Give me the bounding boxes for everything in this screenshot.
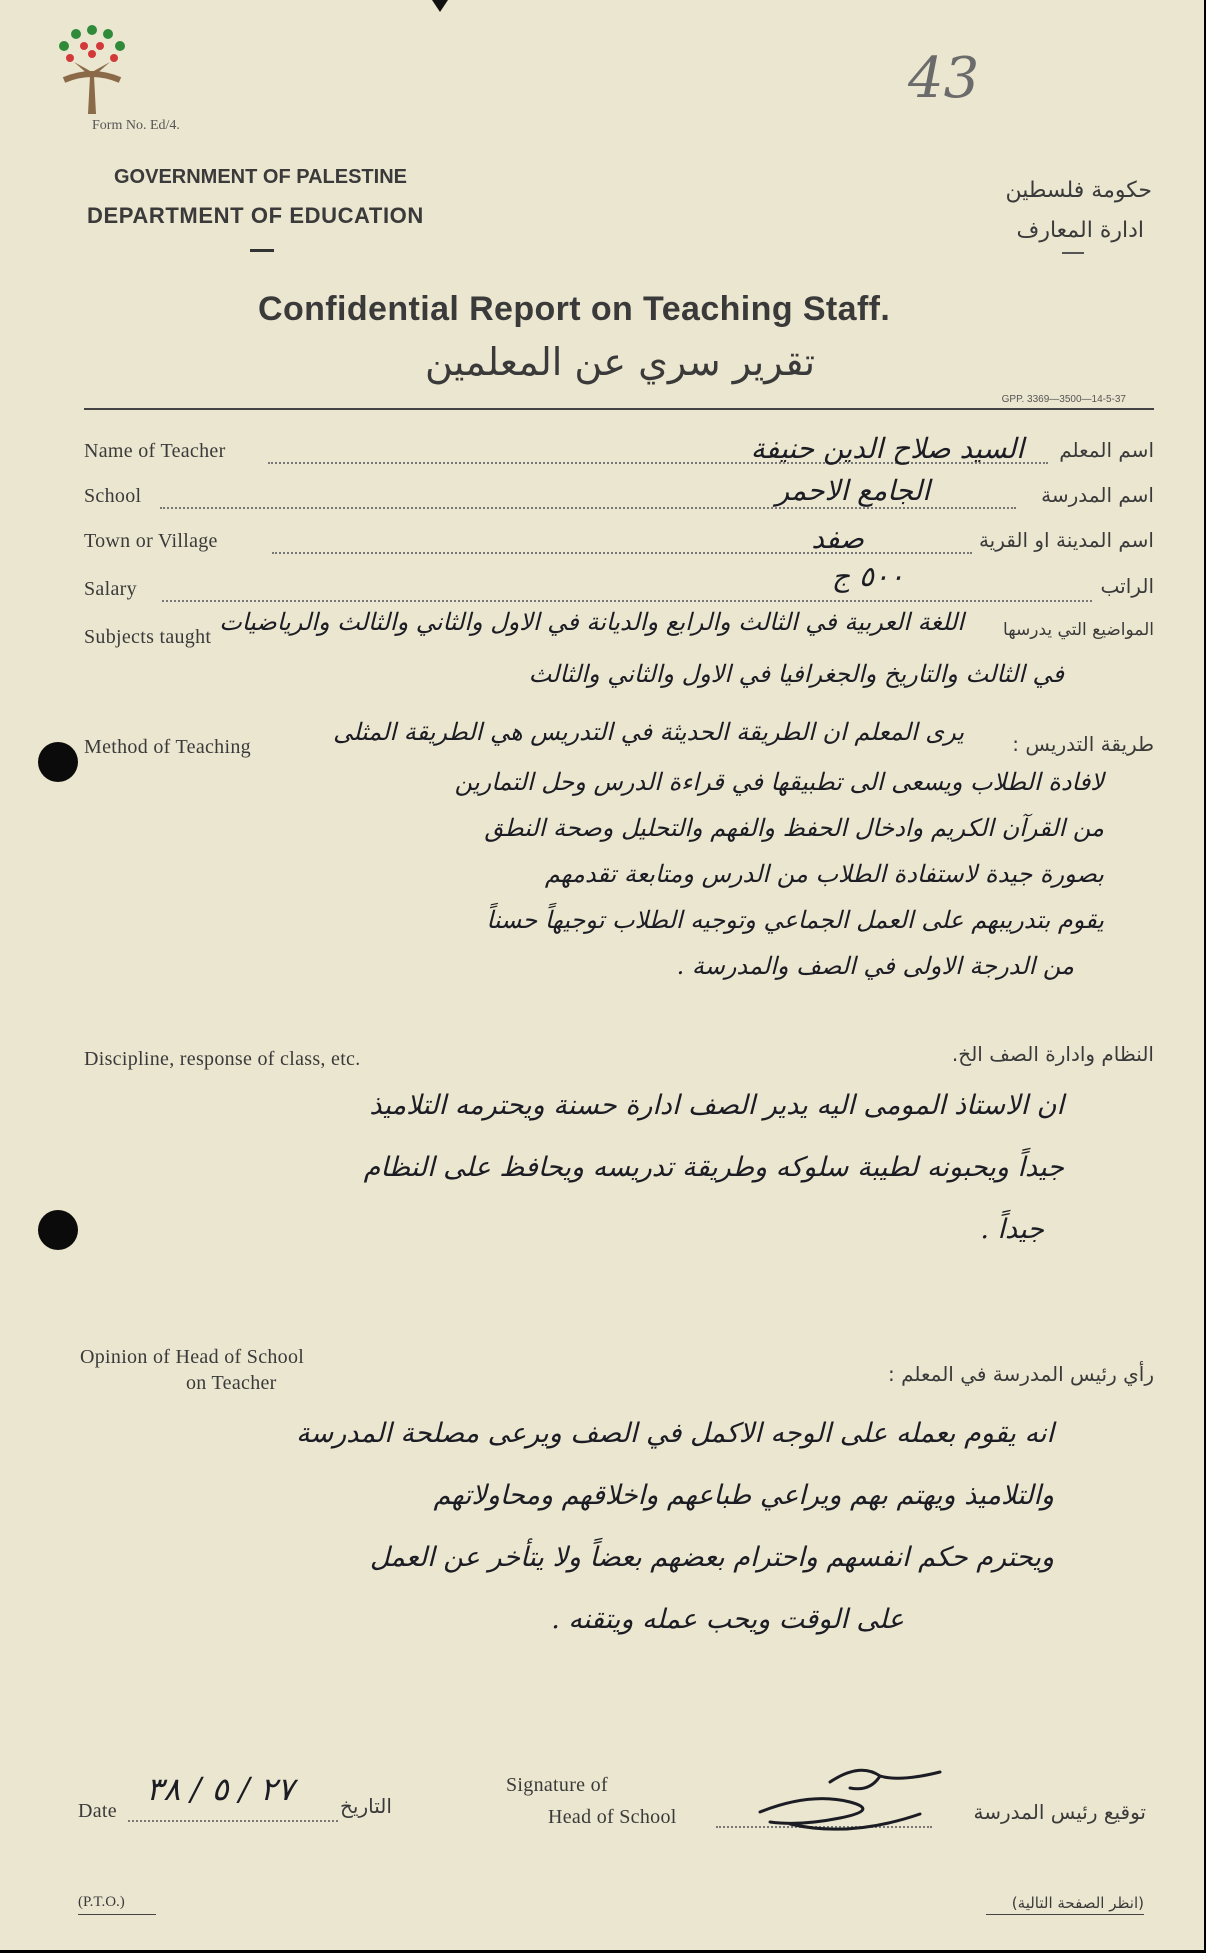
town-dots bbox=[272, 552, 972, 554]
pto-en-rule bbox=[78, 1914, 156, 1915]
opinion-line-1: انه يقوم بعمله على الوجه الاكمل في الصف ويرعى مصلحة المدرسة bbox=[296, 1418, 1054, 1449]
signature-label-ar: توقيع رئيس المدرسة bbox=[973, 1800, 1146, 1824]
name-label-ar: اسم المعلم bbox=[1059, 438, 1154, 462]
government-en: GOVERNMENT OF PALESTINE bbox=[114, 166, 407, 188]
method-label-ar: طريقة التدريس : bbox=[1012, 732, 1154, 756]
discipline-line-1: ان الاستاذ المومى اليه يدير الصف ادارة حسنة ويحترمه التلاميذ bbox=[369, 1090, 1064, 1121]
pto-ar-rule bbox=[986, 1914, 1144, 1915]
signature-label-en-1: Signature of bbox=[506, 1774, 608, 1796]
department-ar: ادارة المعارف bbox=[1016, 218, 1144, 243]
header-rule-right bbox=[1062, 252, 1084, 254]
title-rule bbox=[84, 408, 1154, 410]
salary-label-en: Salary bbox=[84, 578, 137, 600]
report-title-ar: تقرير سري عن المعلمين bbox=[424, 340, 816, 384]
discipline-line-3: جيداً . bbox=[980, 1214, 1044, 1245]
salary-dots bbox=[162, 600, 1092, 602]
town-value: صفد bbox=[811, 522, 864, 555]
method-line-6: من الدرجة الاولى في الصف والمدرسة . bbox=[676, 952, 1074, 980]
opinion-label-en-1: Opinion of Head of School bbox=[80, 1346, 305, 1368]
opinion-line-2: والتلاميذ ويهتم بهم ويراعي طباعهم واخلاقهم ومحاولاتهم bbox=[433, 1480, 1054, 1511]
pto-ar: (انظر الصفحة التالية) bbox=[1011, 1894, 1144, 1912]
school-value: الجامع الاحمر bbox=[775, 474, 930, 507]
discipline-label-en: Discipline, response of class, etc. bbox=[84, 1048, 361, 1070]
discipline-line-2: جيداً ويحبونه لطيبة سلوكه وطريقة تدريسه ويحافظ على النظام bbox=[363, 1152, 1064, 1183]
date-label-en: Date bbox=[78, 1800, 117, 1822]
punch-hole-icon bbox=[38, 742, 78, 782]
method-line-5: يقوم بتدريبهم على العمل الجماعي وتوجيه الطلاب توجيهاً حسناً bbox=[486, 906, 1104, 934]
school-label-ar: اسم المدرسة bbox=[1041, 483, 1154, 507]
subjects-label-ar: المواضيع التي يدرسها bbox=[1003, 620, 1154, 640]
method-label-en: Method of Teaching bbox=[84, 736, 251, 758]
method-line-3: من القرآن الكريم وادخال الحفظ والفهم والتحليل وصحة النطق bbox=[484, 814, 1104, 842]
salary-label-ar: الراتب bbox=[1100, 574, 1154, 598]
subjects-value-2: في الثالث والتاريخ والجغرافيا في الاول والثاني والثالث bbox=[528, 660, 1064, 688]
opinion-label-en-2: on Teacher bbox=[186, 1372, 277, 1394]
method-line-2: لافادة الطلاب ويسعى الى تطبيقها في قراءة الدرس وحل التمارين bbox=[454, 768, 1104, 796]
name-label-en: Name of Teacher bbox=[84, 440, 226, 462]
date-dots bbox=[128, 1820, 338, 1822]
opinion-label-ar: رأي رئيس المدرسة في المعلم : bbox=[887, 1362, 1154, 1386]
school-dots bbox=[160, 507, 1016, 509]
signature-label-en-2: Head of School bbox=[548, 1806, 677, 1828]
method-line-1: يرى المعلم ان الطريقة الحديثة في التدريس هي الطريقة المثلى bbox=[333, 718, 964, 746]
date-value: ٢٧ / ٥ / ٣٨ bbox=[146, 1770, 295, 1808]
method-line-4: بصورة جيدة لاستفادة الطلاب من الدرس ومتابعة تقدمهم bbox=[544, 860, 1104, 888]
government-ar: حكومة فلسطين bbox=[1005, 178, 1152, 203]
form-number: Form No. Ed/4. bbox=[92, 118, 180, 133]
print-code: GPP. 3369—3500—14-5-37 bbox=[1001, 394, 1126, 405]
subjects-value: اللغة العربية في الثالث والرابع والديانة في الاول والثاني والثالث والرياضيات bbox=[219, 608, 964, 636]
page-number: 43 bbox=[908, 46, 980, 111]
opinion-line-3: ويحترم حكم انفسهم واحترام بعضهم بعضاً ولا يتأخر عن العمل bbox=[369, 1542, 1054, 1573]
report-title-en: Confidential Report on Teaching Staff. bbox=[258, 290, 891, 328]
school-label-en: School bbox=[84, 485, 142, 507]
salary-value: ٥٠٠ ج bbox=[831, 560, 904, 593]
opinion-line-4: على الوقت ويحب عمله ويتقنه . bbox=[551, 1604, 904, 1635]
name-value: السيد صلاح الدين حنيفة bbox=[750, 432, 1024, 465]
department-en: DEPARTMENT OF EDUCATION bbox=[87, 203, 424, 228]
tree-logo-icon bbox=[54, 24, 130, 120]
clip-mark-icon bbox=[432, 0, 448, 12]
punch-hole-icon bbox=[38, 1210, 78, 1250]
signature-mark bbox=[730, 1752, 950, 1842]
town-label-ar: اسم المدينة او القرية bbox=[978, 528, 1154, 552]
subjects-label-en: Subjects taught bbox=[84, 626, 212, 648]
pto-en: (P.T.O.) bbox=[78, 1894, 125, 1910]
header-rule-left bbox=[250, 249, 274, 252]
town-label-en: Town or Village bbox=[84, 530, 218, 552]
discipline-label-ar: النظام وادارة الصف الخ. bbox=[951, 1042, 1154, 1066]
date-label-ar: التاريخ bbox=[340, 1794, 392, 1818]
